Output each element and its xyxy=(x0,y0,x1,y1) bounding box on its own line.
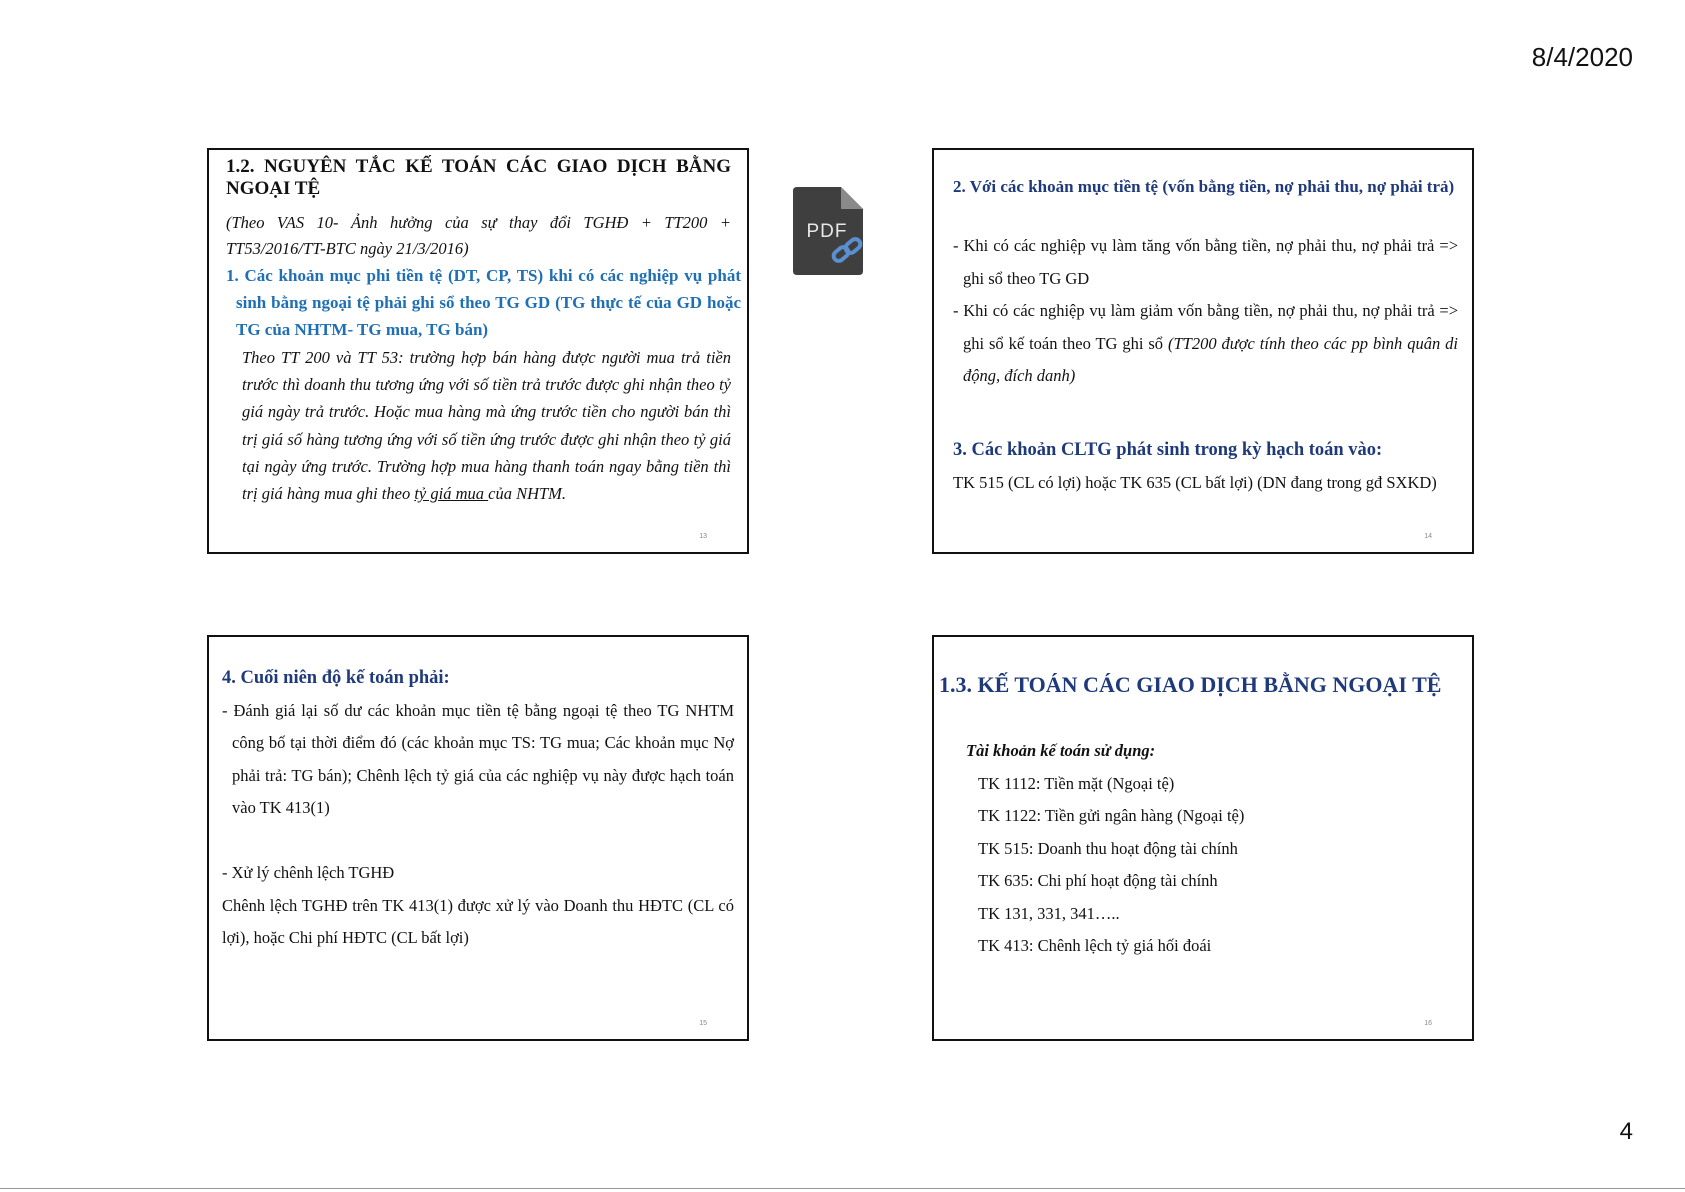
page-date: 8/4/2020 xyxy=(1531,42,1633,72)
slide-14 xyxy=(932,148,1474,554)
slide-15 xyxy=(207,635,749,1041)
list-item: TK 635: Chi phí hoạt động tài chính xyxy=(978,871,1218,890)
body-text xyxy=(242,344,731,507)
text-3: TK 515 (CL có lợi) hoặc TK 635 (CL bất lợi) (DN đang trong gđ SXKD) xyxy=(953,472,1437,492)
point-1: 1. Các khoản mục phi tiền tệ (DT, CP, TS) khi có các nghiệp vụ phát sinh bằng ngoại tệ phải ghi sổ theo TG GD (TG thực tế của GD hoặc TG của NHTM- TG mua, TG bán) xyxy=(226,266,741,339)
slide-number: 14 xyxy=(1424,533,1432,540)
body-text-underlined: tỷ giá mua xyxy=(414,484,489,504)
slide-number: 16 xyxy=(1424,1020,1432,1027)
bottom-divider xyxy=(0,1188,1685,1189)
slide-number: 13 xyxy=(699,533,707,540)
slide-16 xyxy=(932,635,1474,1041)
slide-13 xyxy=(207,148,749,554)
spacer xyxy=(222,825,734,858)
pdf-link-icon[interactable] xyxy=(793,187,865,275)
heading-2: 2. Với các khoản mục tiền tệ (vốn bằng tiền, nợ phải thu, nợ phải trả) xyxy=(953,177,1455,196)
body-text-main: Theo TT 200 và TT 53: trường hợp bán hàng được người mua trả tiền trước thì doanh thu tương ứng với số tiền trả trước được ghi nhận theo tỷ giá ngày trả trước. Hoặc mua hàng mà ứng trước tiền cho người bán thì trị giá số hàng tương ứng với số tiền ứng trước được ghi nhận theo tỷ giá tại ngày ứng trước. Trường hợp mua hàng thanh toán ngay bằng tiền thì trị giá hàng mua ghi theo xyxy=(242,348,731,504)
page-number: 4 xyxy=(1619,1118,1633,1145)
list-item: TK 413: Chênh lệch tỷ giá hối đoái xyxy=(978,936,1212,955)
slide-intro: (Theo VAS 10- Ảnh hưởng của sự thay đổi TGHĐ + TT200 + TT53/2016/TT-BTC ngày 21/3/2016) xyxy=(226,213,731,258)
list-item: TK 131, 331, 341….. xyxy=(978,903,1120,923)
bullets-2 xyxy=(953,230,1458,393)
bullet-revalue: - Đánh giá lại số dư các khoản mục tiền tệ bằng ngoại tệ theo TG NHTM công bố tại thời điểm đó (các khoản mục TS: TG mua; Các khoản mục Nợ phải trả: TG bán); Chênh lệch tỷ giá của các nghiệp vụ này được hạch toán vào TK 413(1) xyxy=(222,700,734,817)
bullet-decrease-note: (TT200 được tính theo các pp bình quân di động, đích danh) xyxy=(963,333,1458,385)
body-text-end: của NHTM. xyxy=(488,484,567,504)
slide-15-content xyxy=(222,662,734,955)
list-item: TK 1112: Tiền mặt (Ngoại tệ) xyxy=(978,773,1175,793)
bullet-increase: - Khi có các nghiệp vụ làm tăng vốn bằng tiền, nợ phải thu, nợ phải trả => ghi sổ theo TG GD xyxy=(953,236,1458,288)
list-item: TK 1122: Tiền gửi ngân hàng (Ngoại tệ) xyxy=(978,806,1245,825)
heading-4: 4. Cuối niên độ kế toán phải: xyxy=(222,668,450,688)
pdf-icon-label: PDF xyxy=(806,221,848,242)
text-handle: Chênh lệch TGHĐ trên TK 413(1) được xử lý vào Doanh thu HĐTC (CL có lợi), hoặc Chi phí HĐTC (CL bất lợi) xyxy=(222,895,734,947)
list-item: TK 515: Doanh thu hoạt động tài chính xyxy=(978,838,1238,858)
slide-title: 1.2. NGUYÊN TẮC KẾ TOÁN CÁC GIAO DỊCH BẰNG NGOẠI TỆ xyxy=(226,156,731,199)
bullet-decrease-text: - Khi có các nghiệp vụ làm giảm vốn bằng tiền, nợ phải thu, nợ phải trả => ghi sổ kế toán theo TG ghi sổ xyxy=(953,301,1458,353)
bullet-decrease xyxy=(953,295,1458,393)
bullet-handle: - Xử lý chênh lệch TGHĐ xyxy=(222,863,395,882)
heading-3: 3. Các khoản CLTG phát sinh trong kỳ hạch toán vào: xyxy=(953,440,1383,460)
slide-number: 15 xyxy=(699,1020,707,1027)
section-3 xyxy=(953,434,1458,499)
slide-title: 1.3. KẾ TOÁN CÁC GIAO DỊCH BẰNG NGOẠI TỆ xyxy=(939,672,1442,697)
accounts-list xyxy=(966,735,1446,963)
accounts-subtitle: Tài khoản kế toán sử dụng: xyxy=(966,741,1156,760)
